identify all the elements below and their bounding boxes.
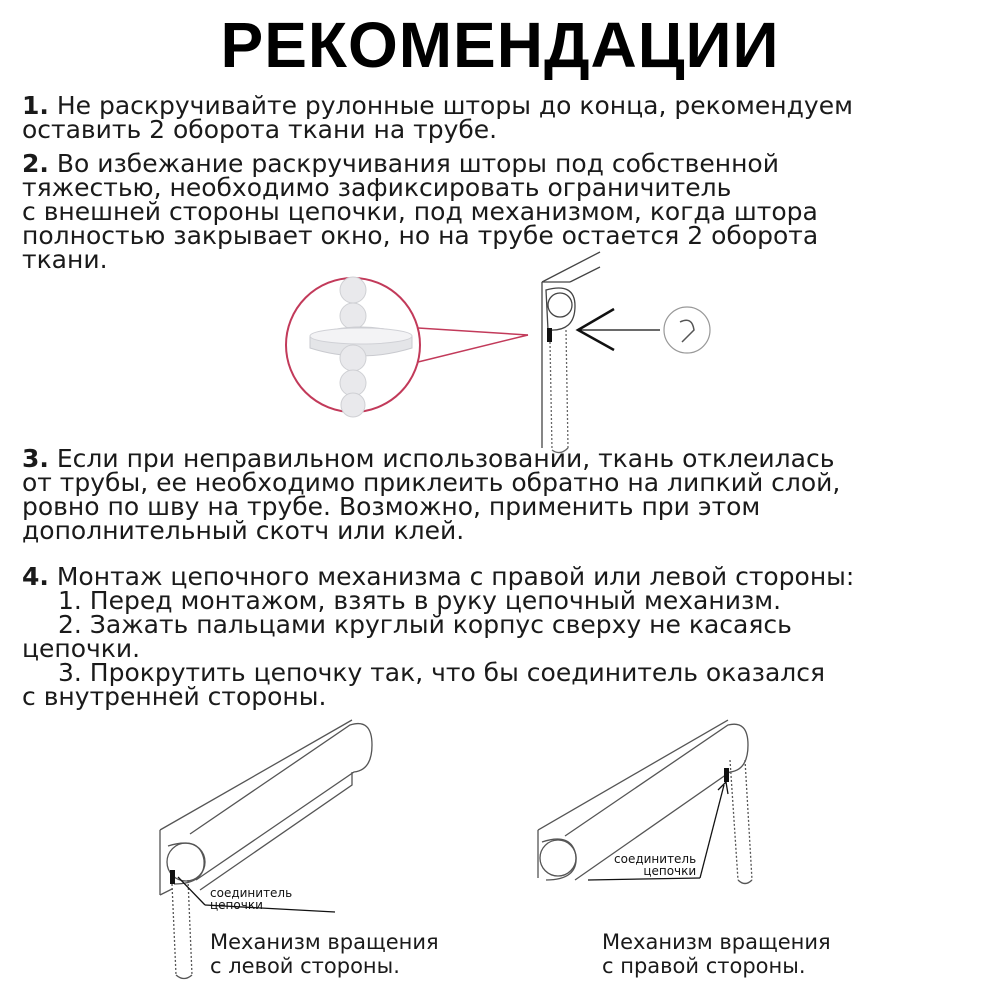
item-text-line: ткани. xyxy=(22,245,108,274)
step-line: 2. Зажать пальцами круглый корпус сверху не касаясь xyxy=(58,610,792,639)
item-text-line: Если при неправильном использовании, ткань отклеилась xyxy=(56,444,835,473)
step-line: цепочки. xyxy=(22,634,141,663)
left-caption: Механизм вращения с левой стороны. xyxy=(210,930,439,978)
item-text-line: Во избежание раскручивания шторы под собственной xyxy=(56,149,779,178)
item-text-line: оставить 2 оборота ткани на трубе. xyxy=(22,115,498,144)
item-text-line: Не раскручивайте рулонные шторы до конца, рекомендуем xyxy=(56,91,853,120)
right-caption: Механизм вращения с правой стороны. xyxy=(602,930,831,978)
item-text-line: тяжестью, необходимо зафиксировать ограничитель xyxy=(22,173,732,202)
step-line: 3. Прокрутить цепочку так, что бы соединитель оказался xyxy=(58,658,826,687)
item-number: 1. xyxy=(22,91,49,120)
item-number: 3. xyxy=(22,444,49,473)
step-line: с внутренней стороны. xyxy=(22,682,327,711)
left-connector-label: соединитель цепочки xyxy=(210,886,293,912)
item-text-line: Монтаж цепочного механизма с правой или левой стороны: xyxy=(56,562,855,591)
item-text-line: с внешней стороны цепочки, под механизмом, когда штора xyxy=(22,197,818,226)
item-text-line: ровно по шву на трубе. Возможно, применить при этом xyxy=(22,492,761,521)
item-text-line: от трубы, ее необходимо приклеить обратно на липкий слой, xyxy=(22,468,841,497)
item-text-line: полностью закрывает окно, но на трубе остается 2 оборота xyxy=(22,221,819,250)
item-number: 4. xyxy=(22,562,49,591)
right-connector-label: соединитель цепочки xyxy=(614,852,697,878)
step-line: 1. Перед монтажом, взять в руку цепочный механизм. xyxy=(58,586,782,615)
page-title: РЕКОМЕНДАЦИИ xyxy=(220,9,780,81)
item-text-line: дополнительный скотч или клей. xyxy=(22,516,465,545)
item-number: 2. xyxy=(22,149,49,178)
